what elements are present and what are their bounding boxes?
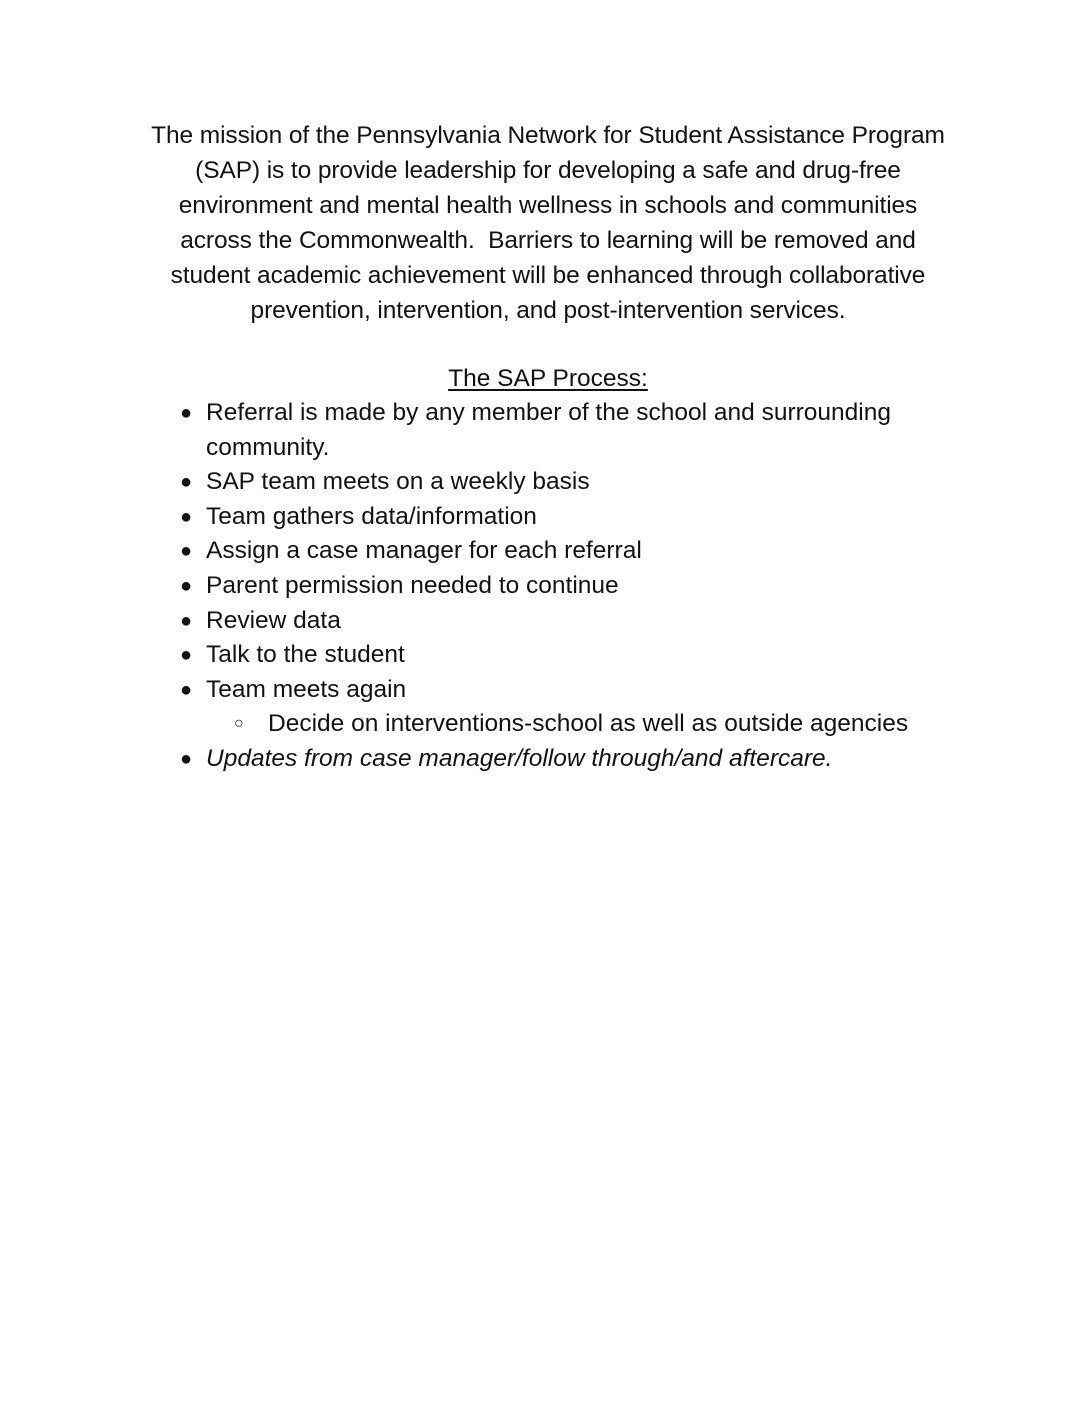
list-item-label: Team gathers data/information <box>206 502 537 530</box>
section-heading <box>148 361 948 396</box>
mission-statement-paragraph <box>148 118 948 328</box>
list-item <box>176 396 1016 465</box>
list-item <box>176 465 1016 500</box>
hollow-bullet-icon: ○ <box>234 715 244 733</box>
bullet-icon: ● <box>180 609 193 632</box>
sub-list-item <box>176 707 1016 742</box>
bullet-icon: ● <box>180 471 193 494</box>
mission-line: student academic achievement will be enhanced through collaborative <box>170 262 926 289</box>
list-item-label: Talk to the student <box>206 641 405 669</box>
bullet-icon: ● <box>180 747 193 770</box>
list-item <box>176 500 1016 535</box>
list-item <box>176 673 1016 708</box>
bullet-icon: ● <box>180 540 193 563</box>
mission-line: prevention, intervention, and post-intervention services. <box>250 297 846 324</box>
mission-line: environment and mental health wellness in schools and communities <box>178 192 918 219</box>
list-item <box>176 604 1016 639</box>
list-item <box>176 534 1016 569</box>
list-item-label: Team meets again <box>206 675 407 703</box>
list-item-label: Updates from case manager/follow through/and aftercare. <box>206 744 833 772</box>
bullet-icon: ● <box>180 678 193 701</box>
section-heading-text: The SAP Process: <box>448 365 648 392</box>
bullet-icon: ● <box>180 402 193 424</box>
sub-list-item-label: Decide on interventions-school as well as outside agencies <box>268 710 909 738</box>
bullet-icon: ● <box>180 644 193 667</box>
list-item <box>176 638 1016 673</box>
mission-line: The mission of the Pennsylvania Network for Student Assistance Program <box>151 122 945 149</box>
list-item-label: Assign a case manager for each referral <box>206 537 642 565</box>
list-item-label: Parent permission needed to continue <box>206 571 619 599</box>
list-item-label: Referral is made by any member of the school and surrounding community. <box>206 399 891 461</box>
bullet-icon: ● <box>180 574 193 597</box>
mission-line: (SAP) is to provide leadership for developing a safe and drug-free <box>195 157 901 184</box>
list-item <box>176 569 1016 604</box>
sap-process-list <box>176 396 1016 777</box>
list-item-label: Review data <box>206 606 341 634</box>
mission-line: across the Commonwealth. Barriers to learning will be removed and <box>180 227 916 254</box>
bullet-icon: ● <box>180 505 193 528</box>
list-item <box>176 742 1016 777</box>
list-item-label: SAP team meets on a weekly basis <box>206 468 590 496</box>
